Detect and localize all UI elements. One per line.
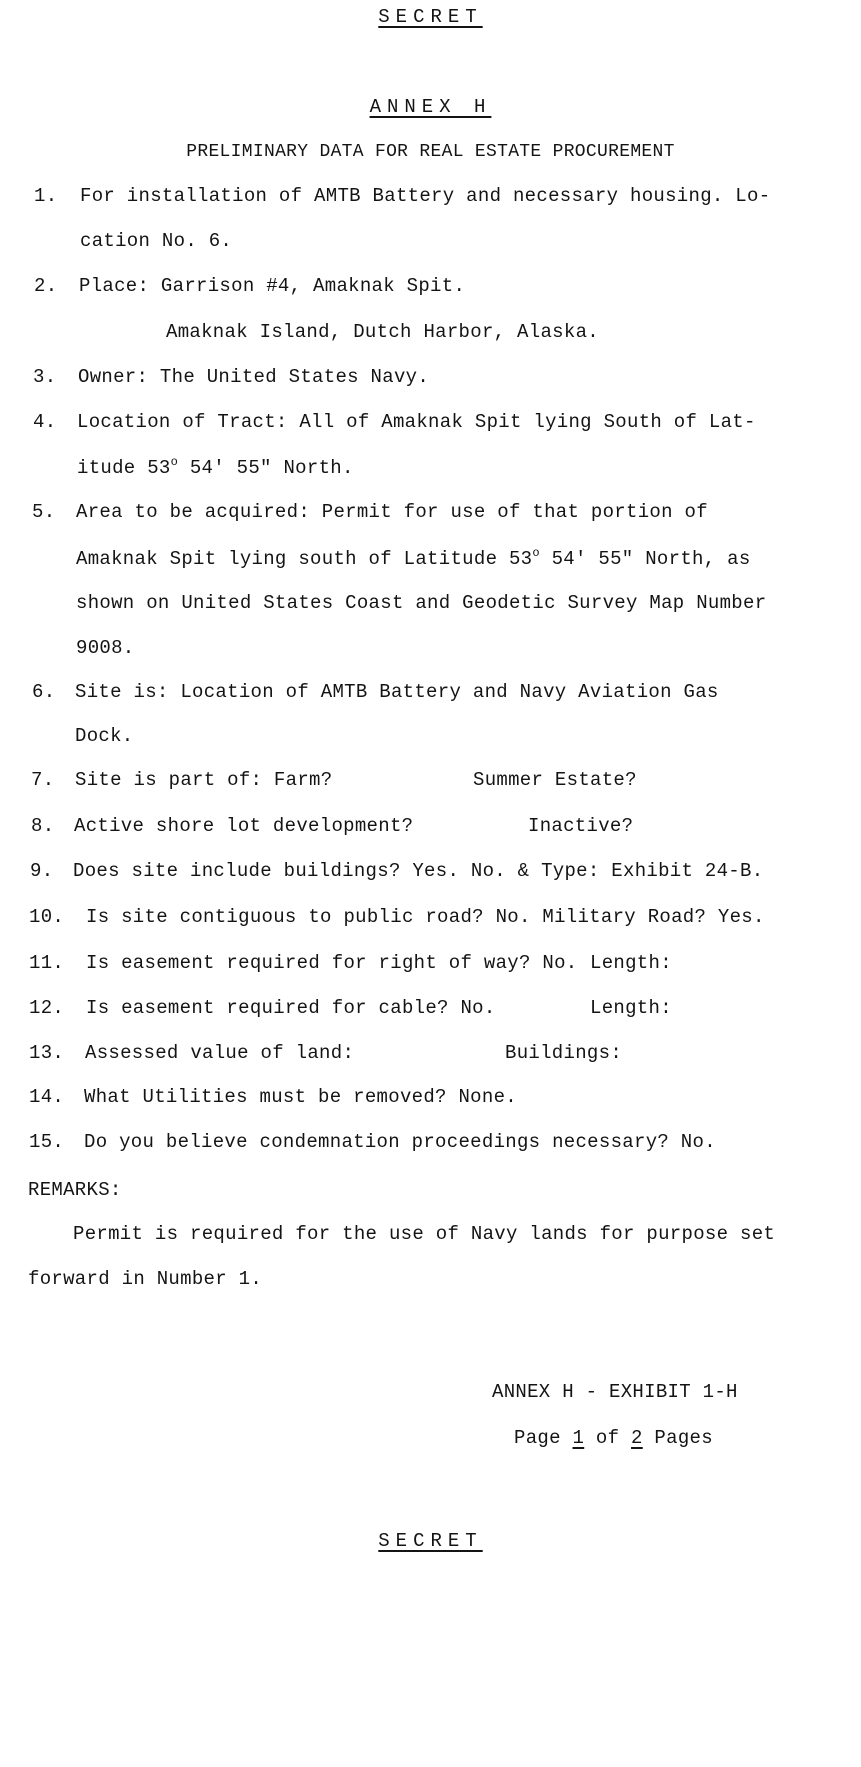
item-number: 2. <box>34 275 58 297</box>
item-number: 1. <box>34 185 58 207</box>
item-question-secondary: Buildings: <box>505 1042 623 1064</box>
page-text: Page <box>514 1427 573 1449</box>
item-number: 3. <box>33 366 57 388</box>
item-question: Is easement required for cable? No. <box>86 997 496 1019</box>
page-indicator <box>514 1427 713 1449</box>
item-number: 14. <box>29 1086 65 1108</box>
item-number: 7. <box>31 769 55 791</box>
item-question: Assessed value of land: <box>85 1042 355 1064</box>
item-number: 15. <box>29 1131 65 1153</box>
page-number: 1 <box>572 1427 585 1449</box>
item-text: Do you believe condemnation proceedings necessary? No. <box>84 1131 716 1153</box>
item-text: Does site include buildings? Yes. No. & Type: Exhibit 24-B. <box>73 860 764 882</box>
annex-title <box>0 96 861 118</box>
item-number: 8. <box>31 815 55 837</box>
item-text: Owner: The United States Navy. <box>78 366 430 388</box>
page-total: 2 <box>631 1427 643 1449</box>
classification-top <box>0 6 861 28</box>
item-text: Is site contiguous to public road? No. Military Road? Yes. <box>86 906 765 928</box>
item-text-latitude <box>76 546 751 570</box>
item-text: Place: Garrison #4, Amaknak Spit. <box>79 275 466 297</box>
item-text: Site is: Location of AMTB Battery and Navy Aviation Gas <box>75 681 719 703</box>
text-segment: Amaknak Spit lying south of Latitude 53 <box>76 548 533 570</box>
remarks-heading: REMARKS: <box>28 1179 122 1201</box>
item-text: Area to be acquired: Permit for use of that portion of <box>76 501 708 523</box>
item-number: 9. <box>30 860 54 882</box>
item-question: Site is part of: Farm? <box>75 769 333 791</box>
item-question-secondary: Length: <box>590 952 672 974</box>
item-text: What Utilities must be removed? None. <box>84 1086 517 1108</box>
degree-mark: o <box>532 546 540 560</box>
annex-title-text: ANNEX H <box>369 96 492 118</box>
degree-mark: o <box>170 455 179 469</box>
page-text: of <box>584 1427 632 1449</box>
item-question-secondary: Inactive? <box>528 815 634 837</box>
classification-bottom-text: SECRET <box>378 1530 483 1552</box>
item-number: 4. <box>33 411 57 433</box>
item-number: 13. <box>29 1042 65 1064</box>
item-number: 12. <box>29 997 65 1019</box>
item-number: 10. <box>29 906 65 928</box>
item-text: For installation of AMTB Battery and necessary housing. Lo- <box>80 185 771 207</box>
text-segment: 54' 55" North, as <box>539 548 751 570</box>
classification-bottom <box>0 1530 861 1552</box>
item-question: Is easement required for right of way? No. <box>86 952 578 974</box>
item-text: 9008. <box>76 637 135 659</box>
item-number: 5. <box>32 501 56 523</box>
item-number: 11. <box>29 952 65 974</box>
item-number: 6. <box>32 681 56 703</box>
item-text: Amaknak Island, Dutch Harbor, Alaska. <box>166 321 599 343</box>
page-text: Pages <box>642 1427 713 1449</box>
exhibit-label: ANNEX H - EXHIBIT 1-H <box>492 1381 738 1403</box>
item-text: Dock. <box>75 725 134 747</box>
text-segment: 54' 55" North. <box>178 457 354 479</box>
text-segment: itude 53 <box>77 457 171 479</box>
item-question-secondary: Length: <box>590 997 672 1019</box>
item-text: Location of Tract: All of Amaknak Spit lying South of Lat- <box>77 411 756 433</box>
item-text: cation No. 6. <box>80 230 233 252</box>
item-text-latitude <box>77 455 354 479</box>
item-text: shown on United States Coast and Geodetic Survey Map Number <box>76 592 767 614</box>
classification-top-text: SECRET <box>378 6 483 28</box>
remarks-text: Permit is required for the use of Navy lands for purpose set <box>73 1223 776 1245</box>
item-question-secondary: Summer Estate? <box>473 769 637 791</box>
document-subtitle: PRELIMINARY DATA FOR REAL ESTATE PROCUREMENT <box>186 142 675 162</box>
remarks-text: forward in Number 1. <box>28 1268 263 1290</box>
item-question: Active shore lot development? <box>74 815 414 837</box>
